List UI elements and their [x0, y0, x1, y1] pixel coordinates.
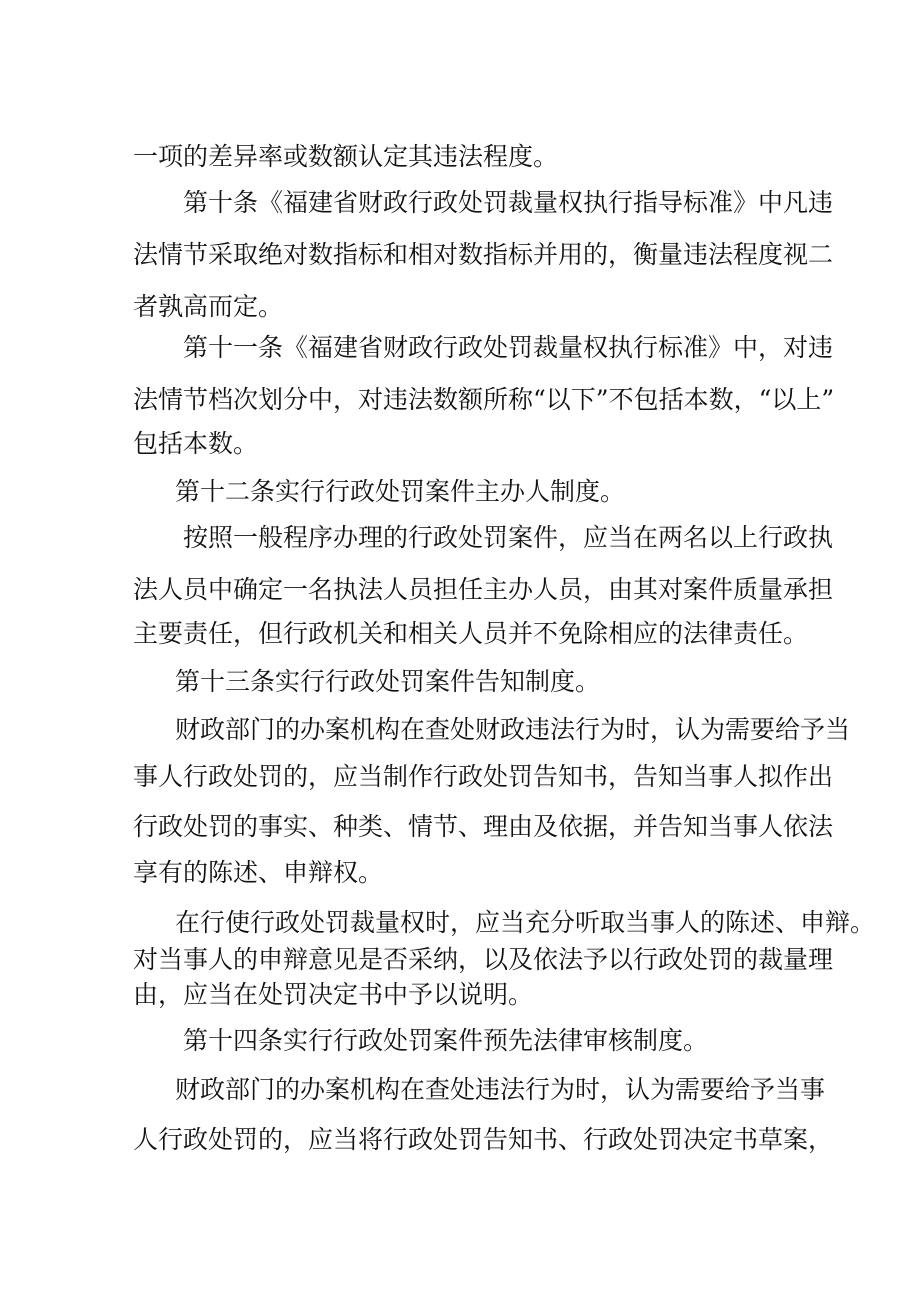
article-13-heading-line	[175, 665, 615, 699]
text-line	[133, 238, 834, 272]
article-14-heading-line	[183, 1024, 709, 1058]
line-text: 由，应当在处罚决定书中予以说明。	[133, 980, 534, 1009]
text-line	[133, 617, 809, 651]
text-line	[133, 760, 834, 794]
text-line	[175, 906, 876, 940]
text-line	[133, 810, 834, 844]
text-line	[133, 978, 533, 1012]
line-text: 一项的差异率或数额认定其违法程度。	[133, 142, 559, 171]
text-line	[133, 943, 834, 977]
line-text: 法人员中确定一名执法人员担任主办人员，由其对案件质量承担	[133, 575, 834, 604]
line-text: 法情节采取绝对数指标和相对数指标并用的，衡量违法程度视二	[133, 240, 834, 269]
line-text: 主要责任，但行政机关和相关人员并不免除相应的法律责任。	[133, 619, 809, 648]
line-text: 第十四条实行行政处罚案件预先法律审核制度。	[183, 1026, 709, 1055]
line-text: 人行政处罚的，应当将行政处罚告知书、行政处罚决定书草案，	[133, 1125, 834, 1154]
text-line	[133, 427, 293, 461]
line-text: 事人行政处罚的，应当制作行政处罚告知书，告知当事人拟作出	[133, 762, 834, 791]
line-text: 者孰高而定。	[133, 292, 284, 321]
line-text: 法情节档次划分中，对违法数额所称“以下”不包括本数，“以上”	[133, 385, 835, 414]
line-text: 第十条《福建省财政行政处罚裁量权执行指导标准》中凡违	[183, 188, 834, 217]
line-text: 第十一条《福建省财政行政处罚裁量权执行标准》中，对违	[183, 333, 834, 362]
line-text: 财政部门的办案机构在查处违法行为时，认为需要给予当事	[175, 1075, 826, 1104]
text-line	[183, 521, 834, 555]
article-12-heading-line	[175, 475, 626, 509]
text-line	[133, 856, 384, 890]
line-text: 按照一般程序办理的行政处罚案件，应当在两名以上行政执	[183, 523, 834, 552]
line-text: 第十二条实行行政处罚案件主办人制度。	[175, 477, 626, 506]
line-text: 享有的陈述、申辩权。	[133, 858, 384, 887]
article-10-heading-line	[183, 186, 834, 220]
line-text: 对当事人的申辩意见是否采纳，以及依法予以行政处罚的裁量理	[133, 945, 834, 974]
line-text: 包括本数。	[133, 429, 259, 458]
text-line	[133, 290, 313, 324]
line-text: 行政处罚的事实、种类、情节、理由及依据，并告知当事人依法	[133, 812, 834, 841]
text-line	[133, 1123, 834, 1157]
line-text: 财政部门的办案机构在查处财政违法行为时，认为需要给予当	[175, 715, 851, 744]
article-11-heading-line	[183, 331, 834, 365]
line-text: 第十三条实行行政处罚案件告知制度。	[175, 667, 601, 696]
text-line	[133, 573, 834, 607]
text-line	[133, 383, 835, 417]
text-line	[175, 1073, 826, 1107]
text-line	[133, 140, 559, 174]
line-text: 在行使行政处罚裁量权时，应当充分听取当事人的陈述、申辩。	[175, 908, 876, 937]
text-line	[175, 713, 851, 747]
